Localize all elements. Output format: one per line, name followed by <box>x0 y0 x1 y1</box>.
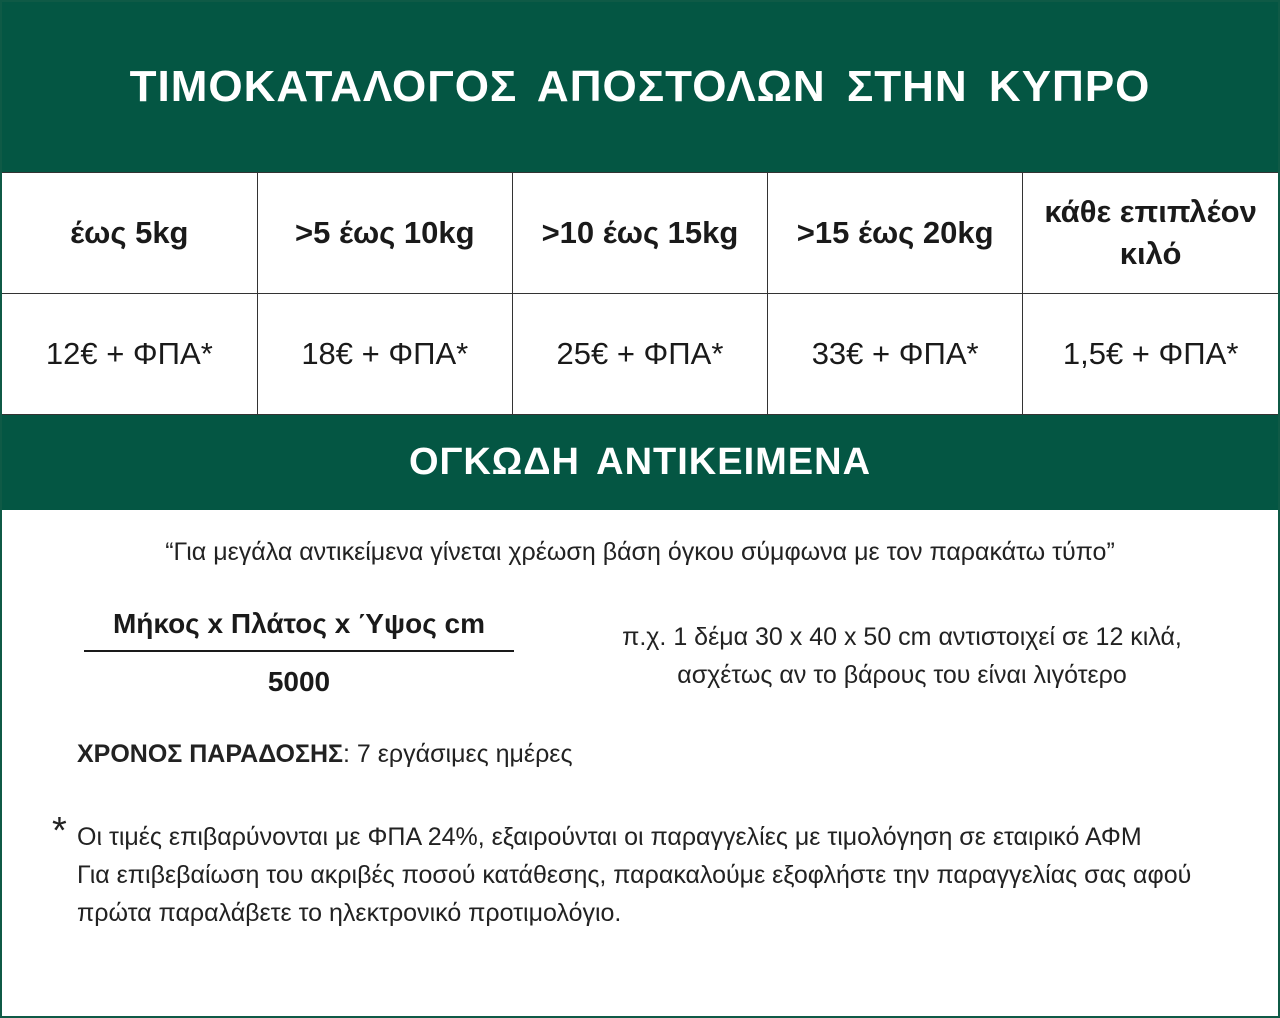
weight-cell: κάθε επιπλέον κιλό <box>1023 173 1278 294</box>
delivery-time <box>77 740 573 769</box>
weight-cell: >10 έως 15kg <box>512 173 767 294</box>
bulky-quote: “Για μεγάλα αντικείμενα γίνεται χρέωση βάση όγκου σύμφωνα με τον παρακάτω τύπο” <box>165 538 1115 566</box>
footnote-asterisk: * <box>52 810 67 852</box>
weight-cell: έως 5kg <box>2 173 257 294</box>
price-cell: 33€ + ΦΠΑ* <box>768 294 1023 415</box>
volume-formula <box>84 608 514 698</box>
price-cell: 1,5€ + ΦΠΑ* <box>1023 294 1278 415</box>
price-table <box>2 172 1278 415</box>
weight-cell: >5 έως 10kg <box>257 173 512 294</box>
delivery-label: ΧΡΟΝΟΣ ΠΑΡΑΔΟΣΗΣ <box>77 740 344 768</box>
footnote-line: Οι τιμές επιβαρύνονται με ΦΠΑ 24%, εξαιρούνται οι παραγγελίες με τιμολόγηση σε εταιρικό ΑΦΜ <box>77 823 1142 851</box>
formula-denominator: 5000 <box>267 666 331 697</box>
bulky-section-title: ΟΓΚΩΔΗ ΑΝΤΙΚΕΙΜΕΝΑ <box>2 415 1278 510</box>
footnote-line: Για επιβεβαίωση του ακριβές ποσού κατάθεσης, παρακαλούμε εξοφλήστε την παραγγελίας σας αφού πρώτα παραλάβετε το ηλεκτρονικό προτιμολόγιο. <box>77 861 1192 927</box>
weight-cell: >15 έως 20kg <box>768 173 1023 294</box>
footnote <box>77 818 1227 932</box>
formula-numerator: Μήκος x Πλάτος x Ύψος cm <box>84 608 514 652</box>
formula-example <box>562 618 1242 694</box>
price-cell: 25€ + ΦΠΑ* <box>512 294 767 415</box>
page-title: ΤΙΜΟΚΑΤΑΛΟΓΟΣ ΑΠΟΣΤΟΛΩΝ ΣΤΗΝ ΚΥΠΡΟ <box>2 2 1278 172</box>
bulky-section <box>2 510 1278 1015</box>
example-line: π.χ. 1 δέμα 30 x 40 x 50 cm αντιστοιχεί σε 12 κιλά, <box>622 623 1182 651</box>
weight-row <box>2 173 1278 294</box>
price-cell: 18€ + ΦΠΑ* <box>257 294 512 415</box>
price-cell: 12€ + ΦΠΑ* <box>2 294 257 415</box>
example-line: ασχέτως αν το βάρους του είναι λιγότερο <box>677 661 1127 689</box>
delivery-value: : 7 εργάσιμες ημέρες <box>343 740 573 768</box>
price-row <box>2 294 1278 415</box>
